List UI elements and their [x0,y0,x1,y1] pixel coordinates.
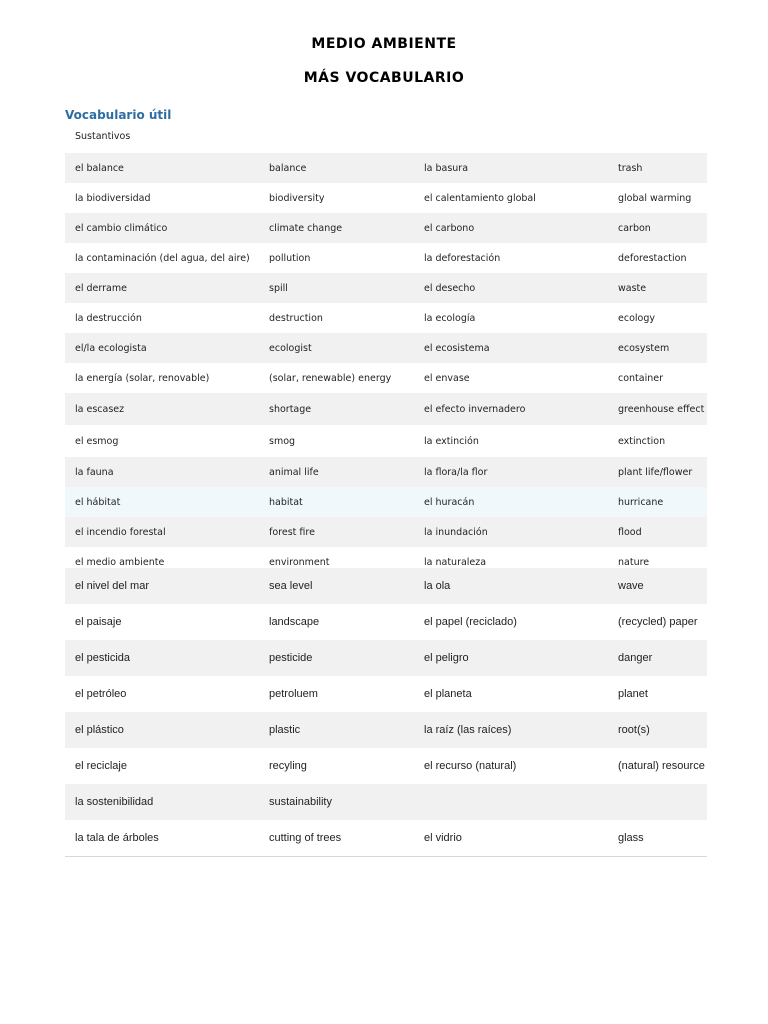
spanish-term: la extinción [424,435,479,447]
table-row [65,604,707,640]
spanish-term: la flora/la flor [424,466,488,478]
table-row [65,640,707,676]
english-term: deforestaction [618,252,687,264]
english-term: (recycled) paper [618,616,698,628]
vocabulary-table [65,153,707,857]
english-term: plastic [269,724,301,736]
english-term: waste [618,282,647,294]
english-term: (solar, renewable) energy [269,372,392,384]
english-term: ecologist [269,342,312,354]
spanish-term: el calentamiento global [424,192,536,204]
english-term: ecosystem [618,342,670,354]
table-row [65,213,707,243]
spanish-term: la ola [424,580,451,592]
table-row [65,153,707,183]
spanish-term: la contaminación (del agua, del aire) [75,252,250,264]
table-row [65,517,707,547]
english-term: plant life/flower [618,466,693,478]
spanish-term: el petróleo [75,688,127,700]
table-row [65,183,707,213]
english-term: greenhouse effect [618,403,705,415]
spanish-term: el plástico [75,724,124,736]
english-term: sustainability [269,796,332,808]
english-term: nature [618,557,650,568]
table-row [65,273,707,303]
spanish-term: el esmog [75,435,119,447]
spanish-term: la fauna [75,466,114,478]
spanish-term: el planeta [424,688,472,700]
english-term: extinction [618,435,666,447]
english-term: container [618,372,664,384]
english-term: habitat [269,496,303,508]
spanish-term: el paisaje [75,616,122,628]
english-term: recyling [269,760,307,772]
spanish-term: la deforestación [424,252,501,264]
spanish-term: el huracán [424,496,475,508]
english-term: carbon [618,222,651,234]
table-row [65,547,707,568]
page-title: MEDIO AMBIENTE [311,36,457,52]
table-row [65,303,707,333]
spanish-term: la escasez [75,403,125,415]
english-term: biodiversity [269,192,325,204]
section-heading: Vocabulario útil [65,108,172,122]
english-term: (natural) resource [618,760,705,772]
table-row [65,457,707,487]
spanish-term: la tala de árboles [65,820,259,857]
english-term: pollution [269,252,311,264]
english-term: spill [269,282,288,294]
spanish-term: la naturaleza [424,557,487,568]
spanish-term: el/la ecologista [75,342,147,354]
english-term [608,784,707,820]
spanish-term: el carbono [424,222,475,234]
table-row [65,784,707,820]
english-term: wave [618,580,644,592]
spanish-term: el efecto invernadero [424,403,526,415]
english-term: forest fire [269,526,315,538]
spanish-term: el papel (reciclado) [424,616,517,628]
spanish-term: el reciclaje [75,760,127,772]
spanish-term: el ecosistema [424,342,490,354]
spanish-term: el derrame [75,282,127,294]
spanish-term: la biodiversidad [75,192,151,204]
table-row [65,243,707,273]
spanish-term: el nivel del mar [75,580,149,592]
english-term: landscape [269,616,320,628]
table-row [65,820,707,857]
table-row [65,712,707,748]
english-term: sea level [269,580,313,592]
spanish-term: el medio ambiente [75,557,165,568]
english-term: planet [618,688,648,700]
table-row [65,393,707,425]
english-term: petroluem [269,688,318,700]
table-row [65,748,707,784]
spanish-term: el envase [424,372,470,384]
section-sublabel: Sustantivos [75,131,131,142]
spanish-term: el pesticida [75,652,131,664]
spanish-term: la sostenibilidad [75,796,154,808]
english-term: environment [269,557,330,568]
english-term: glass [608,820,707,857]
spanish-term: el desecho [424,282,476,294]
english-term: pesticide [269,652,313,664]
english-term: trash [618,162,643,174]
table-row [65,333,707,363]
table-row [65,568,707,604]
spanish-term: el cambio climático [75,222,168,234]
english-term: danger [618,652,653,664]
english-term: animal life [269,466,319,478]
english-term: root(s) [618,724,650,736]
spanish-term: la inundación [424,526,488,538]
english-term: smog [269,435,296,447]
page-subtitle: MÁS VOCABULARIO [303,70,465,86]
spanish-term: el vidrio [414,820,608,857]
spanish-term: la destrucción [75,312,142,324]
table-row [65,676,707,712]
spanish-term: la raíz (las raíces) [424,724,512,736]
spanish-term: el peligro [424,652,469,664]
english-term: climate change [269,222,343,234]
spanish-term: el incendio forestal [75,526,166,538]
spanish-term: la energía (solar, renovable) [75,372,210,384]
english-term: shortage [269,403,312,415]
spanish-term: la ecología [424,312,476,324]
english-term: hurricane [618,496,664,508]
table-row [65,425,707,457]
spanish-term [414,784,608,820]
spanish-term: el recurso (natural) [424,760,517,772]
english-term: flood [618,526,642,538]
english-term: destruction [269,312,323,324]
table-row [65,487,707,517]
english-term: ecology [618,312,655,324]
english-term: balance [269,162,307,174]
table-row [65,363,707,393]
spanish-term: el hábitat [75,496,121,508]
english-term: cutting of trees [259,820,414,857]
spanish-term: el balance [75,162,124,174]
spanish-term: la basura [424,162,469,174]
english-term: global warming [618,192,692,204]
